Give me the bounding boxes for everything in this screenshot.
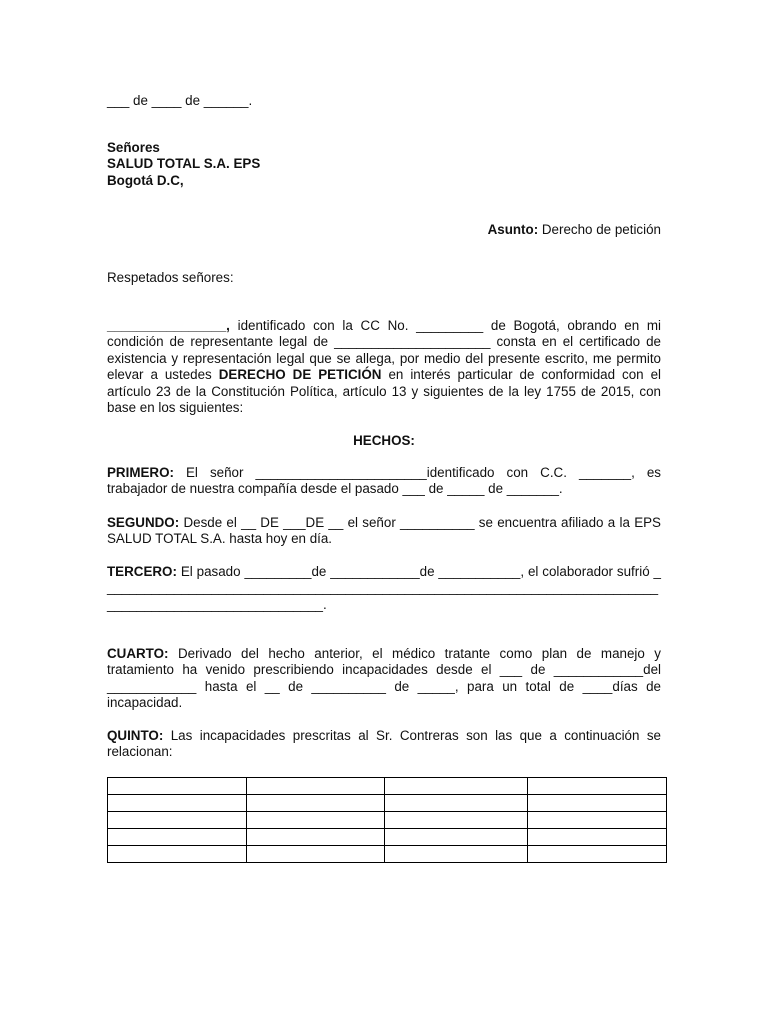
table-cell [108, 829, 247, 846]
intro-text-1: identificado con la CC No. _________ de Bogotá, obrando en mi condición de representante legal de _____________________ consta en el certificado de existencia y representación legal que se allega, por medio del presente escrito, me permito elevar a ustedes [107, 318, 661, 383]
fact-primero [107, 465, 661, 498]
addressee-block [107, 140, 661, 189]
table-row [108, 846, 667, 863]
fact-text: El pasado _________de ____________de ___________, el colaborador sufrió ________________________________________________________________________________________________________. [107, 564, 661, 612]
subject-text: Derecho de petición [541, 222, 661, 237]
intro-text-2: en interés particular de conformidad con el artículo 23 de la Constitución Política, artículo 13 y siguientes de la ley 1755 de 2015, con base en los siguientes: [107, 367, 662, 416]
table-cell [528, 829, 667, 846]
table-cell [385, 778, 528, 795]
fact-text: Desde el __ DE ___DE __ el señor __________ se encuentra afiliado a la EPS SALUD TOTAL S.A. hasta hoy en día. [107, 515, 661, 547]
fact-label: SEGUNDO: [107, 515, 180, 530]
fact-label: CUARTO: [107, 646, 169, 661]
date-line: ___ de ____ de ______. [107, 93, 253, 108]
table-row [108, 795, 667, 812]
subject-line [107, 222, 661, 238]
table-cell [385, 795, 528, 812]
facts-heading [107, 433, 661, 449]
table-cell [247, 829, 385, 846]
fact-cuarto [107, 646, 661, 712]
fact-label: QUINTO: [107, 728, 164, 743]
fact-text: Las incapacidades prescritas al Sr. Contreras son las que a continuación se relacionan: [107, 728, 661, 760]
table-cell [108, 795, 247, 812]
table-row [108, 812, 667, 829]
addressee-line-2: SALUD TOTAL S.A. EPS [107, 156, 261, 172]
fact-tercero [107, 564, 661, 613]
table-cell [385, 829, 528, 846]
addressee-line-3: Bogotá D.C, [107, 172, 184, 188]
table-cell [528, 778, 667, 795]
table-cell [108, 846, 247, 863]
incapacities-table [107, 777, 667, 863]
table-row [108, 778, 667, 795]
table-cell [528, 846, 667, 863]
table-cell [528, 812, 667, 829]
table-cell [385, 812, 528, 829]
intro-name-blank: ________________, [107, 318, 230, 333]
table-cell [247, 795, 385, 812]
facts-heading-text: HECHOS: [353, 433, 415, 448]
table-cell [247, 778, 385, 795]
table-cell [247, 812, 385, 829]
subject-label: Asunto: [487, 222, 539, 237]
fact-label: PRIMERO: [107, 465, 174, 480]
addressee-line-1: Señores [107, 140, 160, 155]
table-cell [528, 795, 667, 812]
intro-petition-label: DERECHO DE PETICIÓN [218, 367, 382, 383]
fact-text: Derivado del hecho anterior, el médico tratante como plan de manejo y tratamiento ha venido prescribiendo incapacidades desde el ___ de ____________del ____________ hasta el __ de __________ de _____, para un total de ____días de incapacidad. [107, 646, 661, 711]
fact-segundo [107, 515, 661, 548]
table-cell [108, 812, 247, 829]
table-cell [385, 846, 528, 863]
table-cell [108, 778, 247, 795]
intro-paragraph [107, 318, 661, 416]
table-cell [247, 846, 385, 863]
fact-label: TERCERO: [107, 564, 177, 579]
fact-text: El señor _______________________identificado con C.C. _______, es trabajador de nuestra compañía desde el pasado ___ de _____ de _______. [107, 465, 661, 497]
table-row [108, 829, 667, 846]
greeting: Respetados señores: [107, 270, 234, 285]
fact-quinto [107, 728, 661, 761]
